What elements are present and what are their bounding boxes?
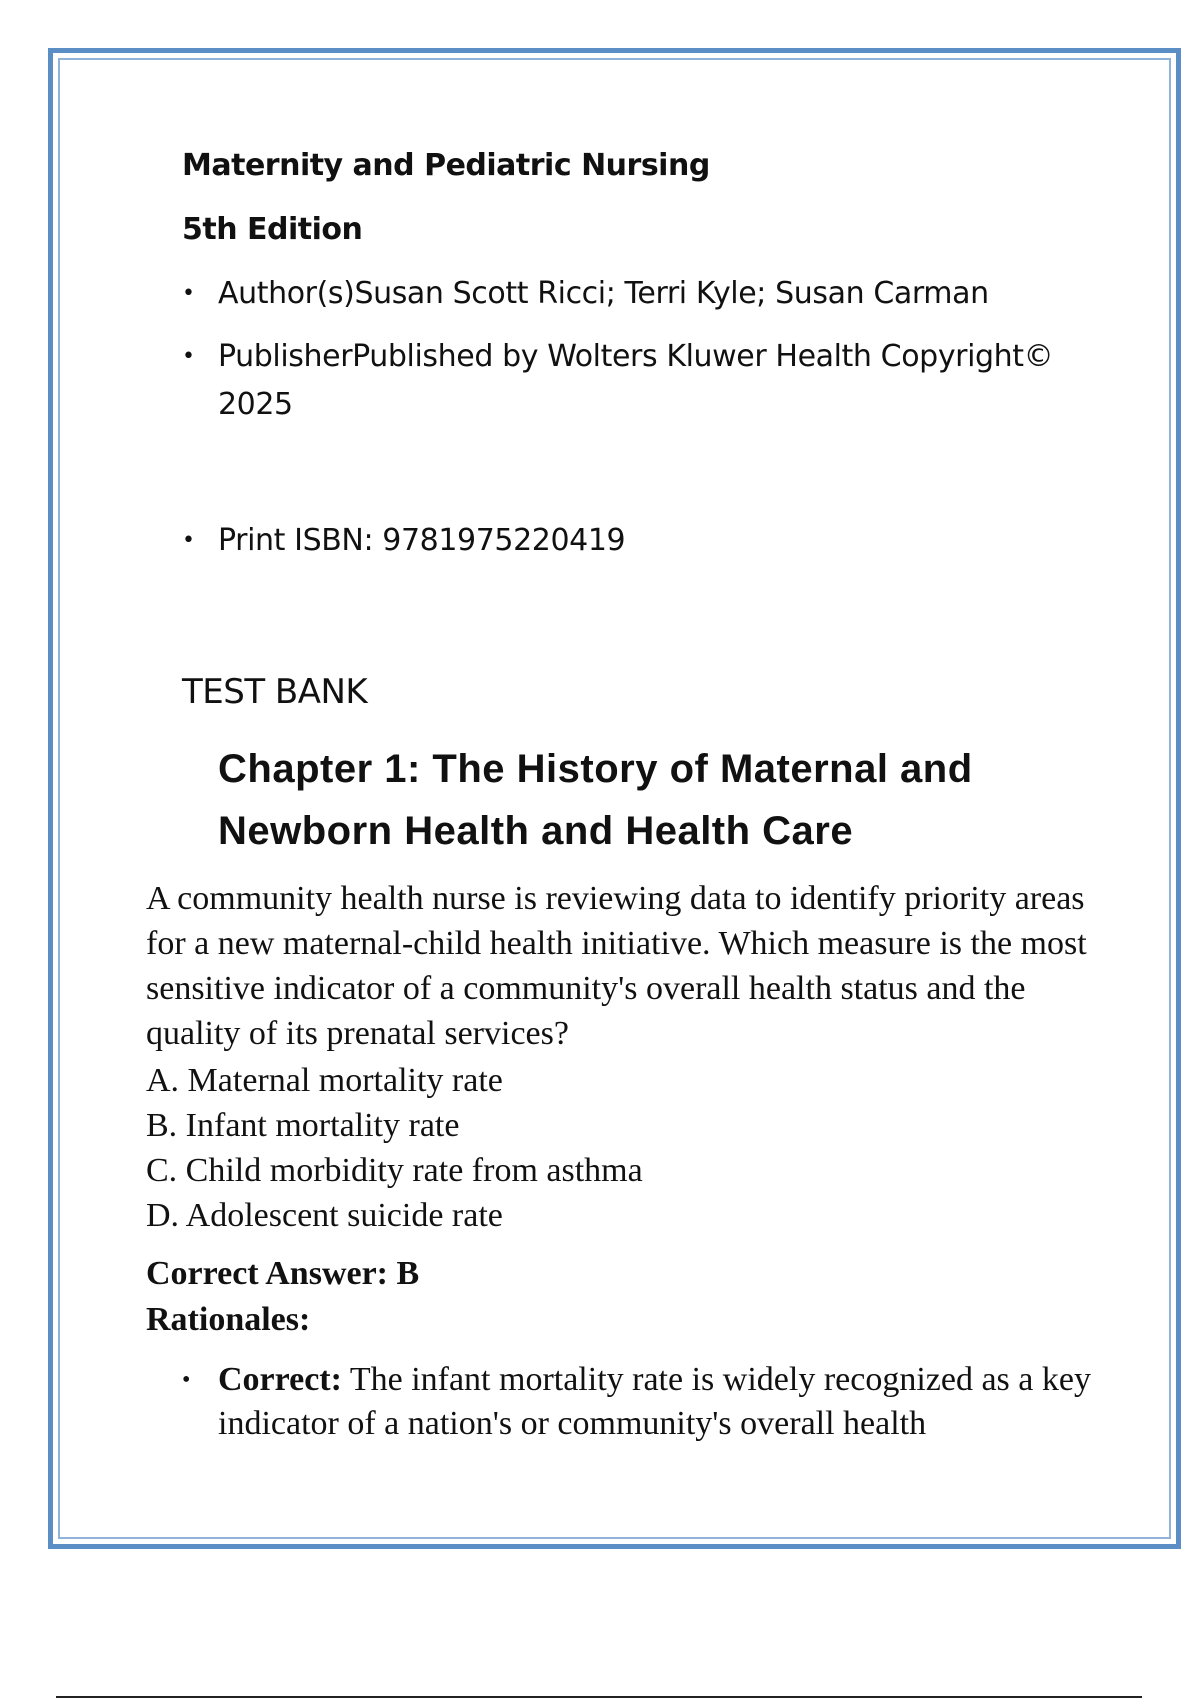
bullet-icon: • <box>182 344 195 369</box>
bullet-icon: • <box>182 1367 191 1393</box>
option-a: A. Maternal mortality rate <box>146 1062 503 1099</box>
meta-item-authors <box>182 270 1112 318</box>
meta-item-publisher <box>182 333 1112 429</box>
footer-divider <box>56 1696 1142 1698</box>
rationale-list <box>182 1358 1112 1446</box>
option-c: C. Child morbidity rate from asthma <box>146 1152 643 1189</box>
rationale-text <box>218 1358 1112 1446</box>
meta-publisher-text: PublisherPublished by Wolters Kluwer Health Copyright© 2025 <box>218 339 1054 422</box>
chapter-title: Chapter 1: The History of Maternal and Newborn Health and Health Care <box>218 747 973 853</box>
bullet-icon: • <box>182 528 195 553</box>
section-label: TEST BANK <box>182 672 368 712</box>
meta-authors-text: Author(s)Susan Scott Ricci; Terri Kyle; Susan Carman <box>218 276 989 311</box>
rationale-body: The infant mortality rate is widely recognized as a key indicator of a nation's or community's overall health <box>218 1361 1091 1442</box>
rationale-item <box>182 1358 1112 1446</box>
bullet-icon: • <box>182 281 195 306</box>
book-title: Maternity and Pediatric Nursing <box>182 148 710 183</box>
meta-item-isbn <box>182 517 1112 565</box>
edition-label: 5th Edition <box>182 212 363 247</box>
rationales-heading: Rationales: <box>146 1301 311 1338</box>
answer-options <box>146 1058 1106 1238</box>
rationale-label: Correct: <box>218 1361 342 1398</box>
option-d: D. Adolescent suicide rate <box>146 1197 503 1234</box>
correct-answer: Correct Answer: B <box>146 1255 420 1292</box>
option-b: B. Infant mortality rate <box>146 1107 460 1144</box>
question-text: A community health nurse is reviewing data to identify priority areas for a new maternal-child health initiative. Which measure is the most sensitive indicator of a community's overall health status and the quality of its prenatal services? <box>146 880 1087 1052</box>
meta-isbn-text: Print ISBN: 9781975220419 <box>218 523 626 558</box>
